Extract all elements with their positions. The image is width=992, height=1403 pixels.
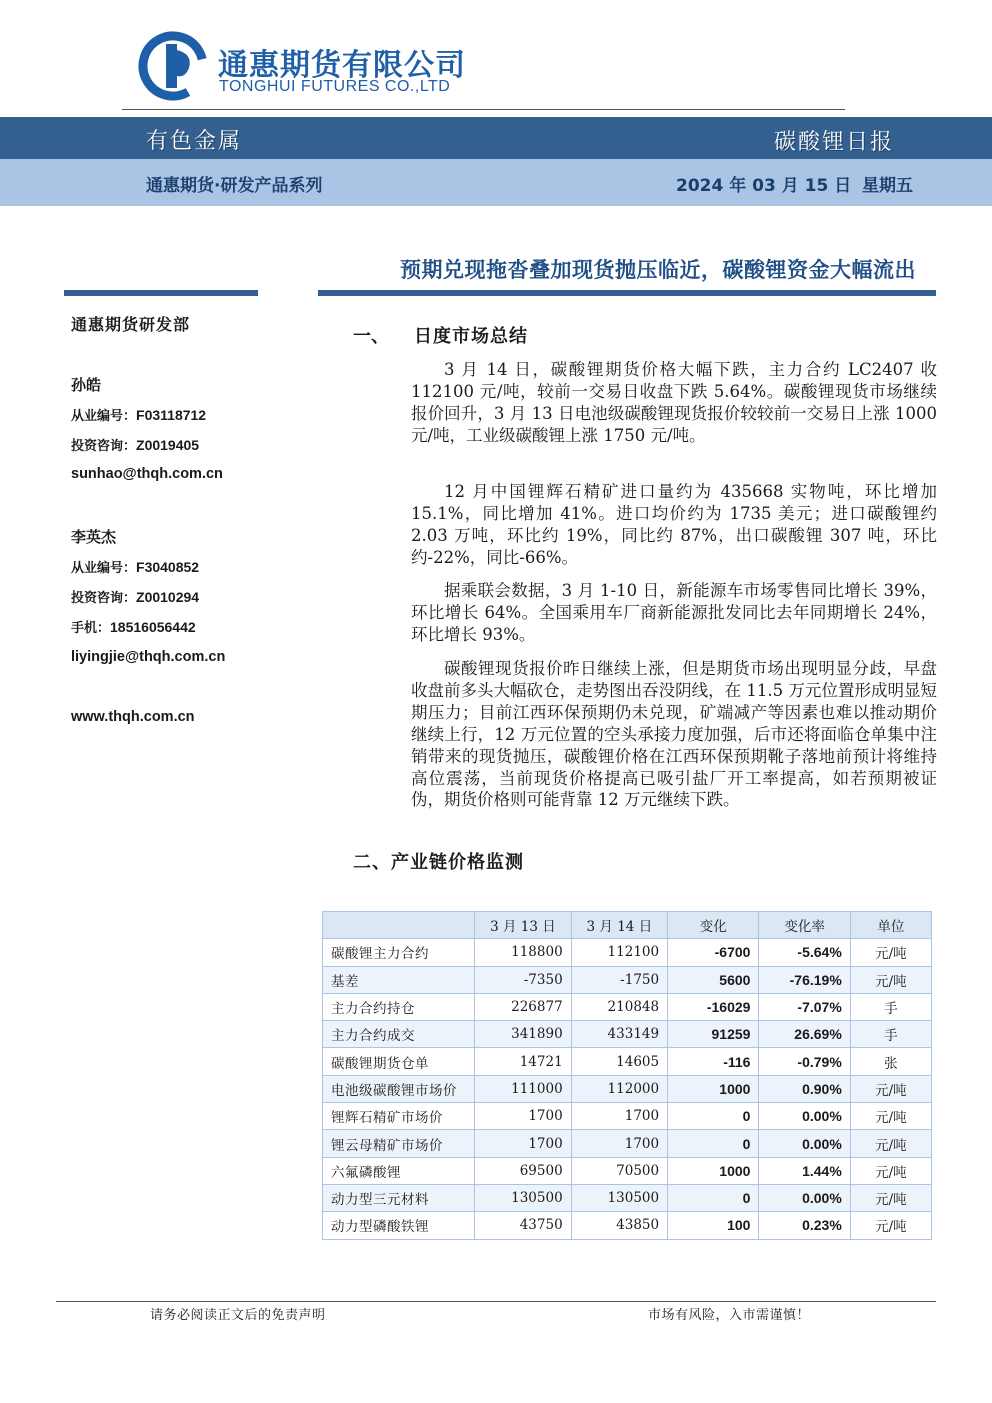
cell-change-rate: 0.00% bbox=[759, 1184, 850, 1211]
summary-paragraph: 3 月 14 日，碳酸锂期货价格大幅下跌，主力合约 LC2407 收 112100 元/吨，较前一交易日收盘下跌 5.64%。碳酸锂现货市场继续报价回升，3 月 13 日电池级碳酸锂现货报价较较前一交易日上涨 1000 元/吨，工业级碳酸锂上涨 1750 元/吨。 bbox=[411, 360, 937, 445]
cell-item-name: 基差 bbox=[323, 966, 475, 993]
table-row bbox=[323, 939, 932, 966]
advisory-value: Z0010294 bbox=[136, 589, 200, 605]
series-band bbox=[0, 159, 992, 206]
cell-unit: 元/吨 bbox=[850, 939, 931, 966]
department-name: 通惠期货研发部 bbox=[71, 315, 191, 334]
cell-unit: 元/吨 bbox=[850, 1103, 931, 1130]
cell-item-name: 动力型磷酸铁锂 bbox=[323, 1212, 475, 1239]
cell-unit: 元/吨 bbox=[850, 1130, 931, 1157]
footer-divider bbox=[56, 1301, 936, 1302]
risk-warning: 市场有风险，入市需谨慎！ bbox=[648, 1308, 811, 1323]
column-header bbox=[323, 912, 475, 939]
table-row bbox=[323, 1184, 932, 1211]
analyst-email-link[interactable]: sunhao@thqh.com.cn bbox=[71, 466, 223, 482]
cell-value-mar14: 433149 bbox=[571, 1021, 667, 1048]
table-row bbox=[323, 1157, 932, 1184]
company-name-en: TONGHUI FUTURES CO.,LTD bbox=[219, 78, 451, 95]
table-row bbox=[323, 1103, 932, 1130]
phone-value: 18516056442 bbox=[110, 619, 196, 635]
table-row bbox=[323, 1021, 932, 1048]
cell-unit: 张 bbox=[850, 1048, 931, 1075]
advisory-label: 投资咨询： bbox=[71, 591, 137, 606]
cell-change-rate: 26.69% bbox=[759, 1021, 850, 1048]
headline-divider bbox=[318, 290, 936, 296]
cell-change-rate: -7.07% bbox=[759, 993, 850, 1020]
summary-paragraph: 碳酸锂现货报价昨日继续上涨，但是期货市场出现明显分歧，早盘收盘前多头大幅砍仓，走势图出吞没阴线，在 11.5 万元位置形成明显短期压力；目前江西环保预期仍未兑现，矿端减产等因素也难以推动期价继续上行，12 万元位置的空头承接力度加强，后市还将面临仓单集中注销带来的现货抛压，碳酸锂价格在江西环保预期靴子落地前预计将维持高位震荡，当前现货价格提高已吸引盐厂开工率提高，如若预期被证伪，期货价格则可能背靠 12 万元继续下跌。 bbox=[411, 659, 937, 810]
analyst-practice-number bbox=[71, 557, 199, 576]
cell-change-rate: -0.79% bbox=[759, 1048, 850, 1075]
analyst-email-link[interactable]: liyingjie@thqh.com.cn bbox=[71, 649, 226, 665]
analyst-advisory-number bbox=[71, 435, 199, 454]
cell-change: 0 bbox=[668, 1130, 759, 1157]
section-title-market-summary: 日度市场总结 bbox=[414, 326, 528, 347]
table-row bbox=[323, 966, 932, 993]
series-label: 通惠期货·研发产品系列 bbox=[146, 176, 323, 196]
table-row bbox=[323, 1075, 932, 1102]
cell-item-name: 碳酸锂期货仓单 bbox=[323, 1048, 475, 1075]
cell-value-mar13: 226877 bbox=[475, 993, 571, 1020]
header-divider bbox=[122, 109, 845, 110]
cell-change: 5600 bbox=[668, 966, 759, 993]
phone-label: 手机： bbox=[71, 621, 111, 636]
cell-change-rate: -5.64% bbox=[759, 939, 850, 966]
cell-change-rate: 0.23% bbox=[759, 1212, 850, 1239]
cell-unit: 元/吨 bbox=[850, 1212, 931, 1239]
cell-value-mar14: 70500 bbox=[571, 1157, 667, 1184]
cell-change: 91259 bbox=[668, 1021, 759, 1048]
cell-item-name: 锂云母精矿市场价 bbox=[323, 1130, 475, 1157]
cell-value-mar13: 1700 bbox=[475, 1130, 571, 1157]
cell-change: -6700 bbox=[668, 939, 759, 966]
cell-value-mar13: 1700 bbox=[475, 1103, 571, 1130]
report-type-label: 碳酸锂日报 bbox=[773, 130, 894, 155]
column-header: 变化率 bbox=[759, 912, 850, 939]
company-name-cn: 通惠期货有限公司 bbox=[218, 48, 466, 83]
cell-change: 0 bbox=[668, 1103, 759, 1130]
column-header: 变化 bbox=[668, 912, 759, 939]
cell-value-mar14: 1700 bbox=[571, 1130, 667, 1157]
analyst-name: 李英杰 bbox=[71, 528, 117, 546]
advisory-label: 投资咨询： bbox=[71, 439, 137, 454]
cell-item-name: 六氟磷酸锂 bbox=[323, 1157, 475, 1184]
practice-label: 从业编号： bbox=[71, 409, 137, 424]
cell-value-mar14: 112000 bbox=[571, 1075, 667, 1102]
cell-unit: 元/吨 bbox=[850, 966, 931, 993]
cell-item-name: 主力合约成交 bbox=[323, 1021, 475, 1048]
cell-value-mar14: 210848 bbox=[571, 993, 667, 1020]
cell-item-name: 碳酸锂主力合约 bbox=[323, 939, 475, 966]
sidebar-divider bbox=[64, 290, 258, 296]
cell-value-mar14: 130500 bbox=[571, 1184, 667, 1211]
cell-value-mar13: 69500 bbox=[475, 1157, 571, 1184]
practice-value: F3040852 bbox=[136, 559, 200, 575]
table-row bbox=[323, 993, 932, 1020]
advisory-value: Z0019405 bbox=[136, 437, 200, 453]
cell-value-mar13: 14721 bbox=[475, 1048, 571, 1075]
cell-unit: 元/吨 bbox=[850, 1157, 931, 1184]
cell-change: 0 bbox=[668, 1184, 759, 1211]
cell-value-mar13: -7350 bbox=[475, 966, 571, 993]
company-logo-icon bbox=[137, 30, 209, 102]
cell-change-rate: 0.00% bbox=[759, 1130, 850, 1157]
cell-unit: 元/吨 bbox=[850, 1075, 931, 1102]
disclaimer-note: 请务必阅读正文后的免责声明 bbox=[150, 1308, 326, 1323]
cell-change: -116 bbox=[668, 1048, 759, 1075]
cell-value-mar13: 43750 bbox=[475, 1212, 571, 1239]
page-title: 预期兑现拖沓叠加现货抛压临近，碳酸锂资金大幅流出 bbox=[400, 258, 916, 282]
cell-value-mar14: 112100 bbox=[571, 939, 667, 966]
cell-change: 1000 bbox=[668, 1157, 759, 1184]
table-row bbox=[323, 1130, 932, 1157]
table-row bbox=[323, 1212, 932, 1239]
column-header: 3 月 13 日 bbox=[475, 912, 571, 939]
cell-value-mar14: -1750 bbox=[571, 966, 667, 993]
cell-change-rate: 0.00% bbox=[759, 1103, 850, 1130]
cell-change-rate: 0.90% bbox=[759, 1075, 850, 1102]
title-band bbox=[0, 117, 992, 159]
cell-item-name: 电池级碳酸锂市场价 bbox=[323, 1075, 475, 1102]
analyst-name: 孙皓 bbox=[71, 376, 102, 394]
cell-change: -16029 bbox=[668, 993, 759, 1020]
cell-value-mar13: 111000 bbox=[475, 1075, 571, 1102]
table-row bbox=[323, 1048, 932, 1075]
cell-value-mar13: 130500 bbox=[475, 1184, 571, 1211]
sector-label: 有色金属 bbox=[146, 129, 243, 154]
summary-paragraph: 12 月中国锂辉石精矿进口量约为 435668 实物吨，环比增加 15.1%，同比增加 41%。进口均价约为 1735 美元；进口碳酸锂约 2.03 万吨，环比约 19%，同比约 87%，出口碳酸锂 307 吨，环比约-22%，同比-66%。 bbox=[411, 482, 937, 567]
cell-value-mar14: 14605 bbox=[571, 1048, 667, 1075]
section-number: 一、 bbox=[353, 326, 389, 347]
practice-label: 从业编号： bbox=[71, 561, 137, 576]
cell-change: 1000 bbox=[668, 1075, 759, 1102]
cell-item-name: 动力型三元材料 bbox=[323, 1184, 475, 1211]
analyst-phone bbox=[71, 617, 196, 636]
column-header: 单位 bbox=[850, 912, 931, 939]
section-title-price-monitor: 二、产业链价格监测 bbox=[353, 852, 524, 873]
cell-unit: 元/吨 bbox=[850, 1184, 931, 1211]
report-weekday: 星期五 bbox=[862, 176, 913, 196]
website-link[interactable]: www.thqh.com.cn bbox=[71, 709, 195, 725]
cell-unit: 手 bbox=[850, 1021, 931, 1048]
cell-item-name: 锂辉石精矿市场价 bbox=[323, 1103, 475, 1130]
analyst-practice-number bbox=[71, 405, 206, 424]
price-monitor-table bbox=[322, 911, 932, 1240]
cell-change-rate: 1.44% bbox=[759, 1157, 850, 1184]
practice-value: F03118712 bbox=[136, 407, 207, 423]
summary-paragraph: 据乘联会数据，3 月 1-10 日，新能源车市场零售同比增长 39%，环比增长 64%。全国乘用车厂商新能源批发同比去年同期增长 24%，环比增长 93%。 bbox=[411, 581, 937, 644]
report-date: 2024 年 03 月 15 日 bbox=[676, 176, 852, 196]
cell-value-mar13: 118800 bbox=[475, 939, 571, 966]
column-header: 3 月 14 日 bbox=[571, 912, 667, 939]
cell-change-rate: -76.19% bbox=[759, 966, 850, 993]
cell-change: 100 bbox=[668, 1212, 759, 1239]
cell-unit: 手 bbox=[850, 993, 931, 1020]
cell-value-mar14: 1700 bbox=[571, 1103, 667, 1130]
cell-value-mar14: 43850 bbox=[571, 1212, 667, 1239]
table-header-row bbox=[323, 912, 932, 939]
analyst-advisory-number bbox=[71, 587, 199, 606]
cell-value-mar13: 341890 bbox=[475, 1021, 571, 1048]
cell-item-name: 主力合约持仓 bbox=[323, 993, 475, 1020]
